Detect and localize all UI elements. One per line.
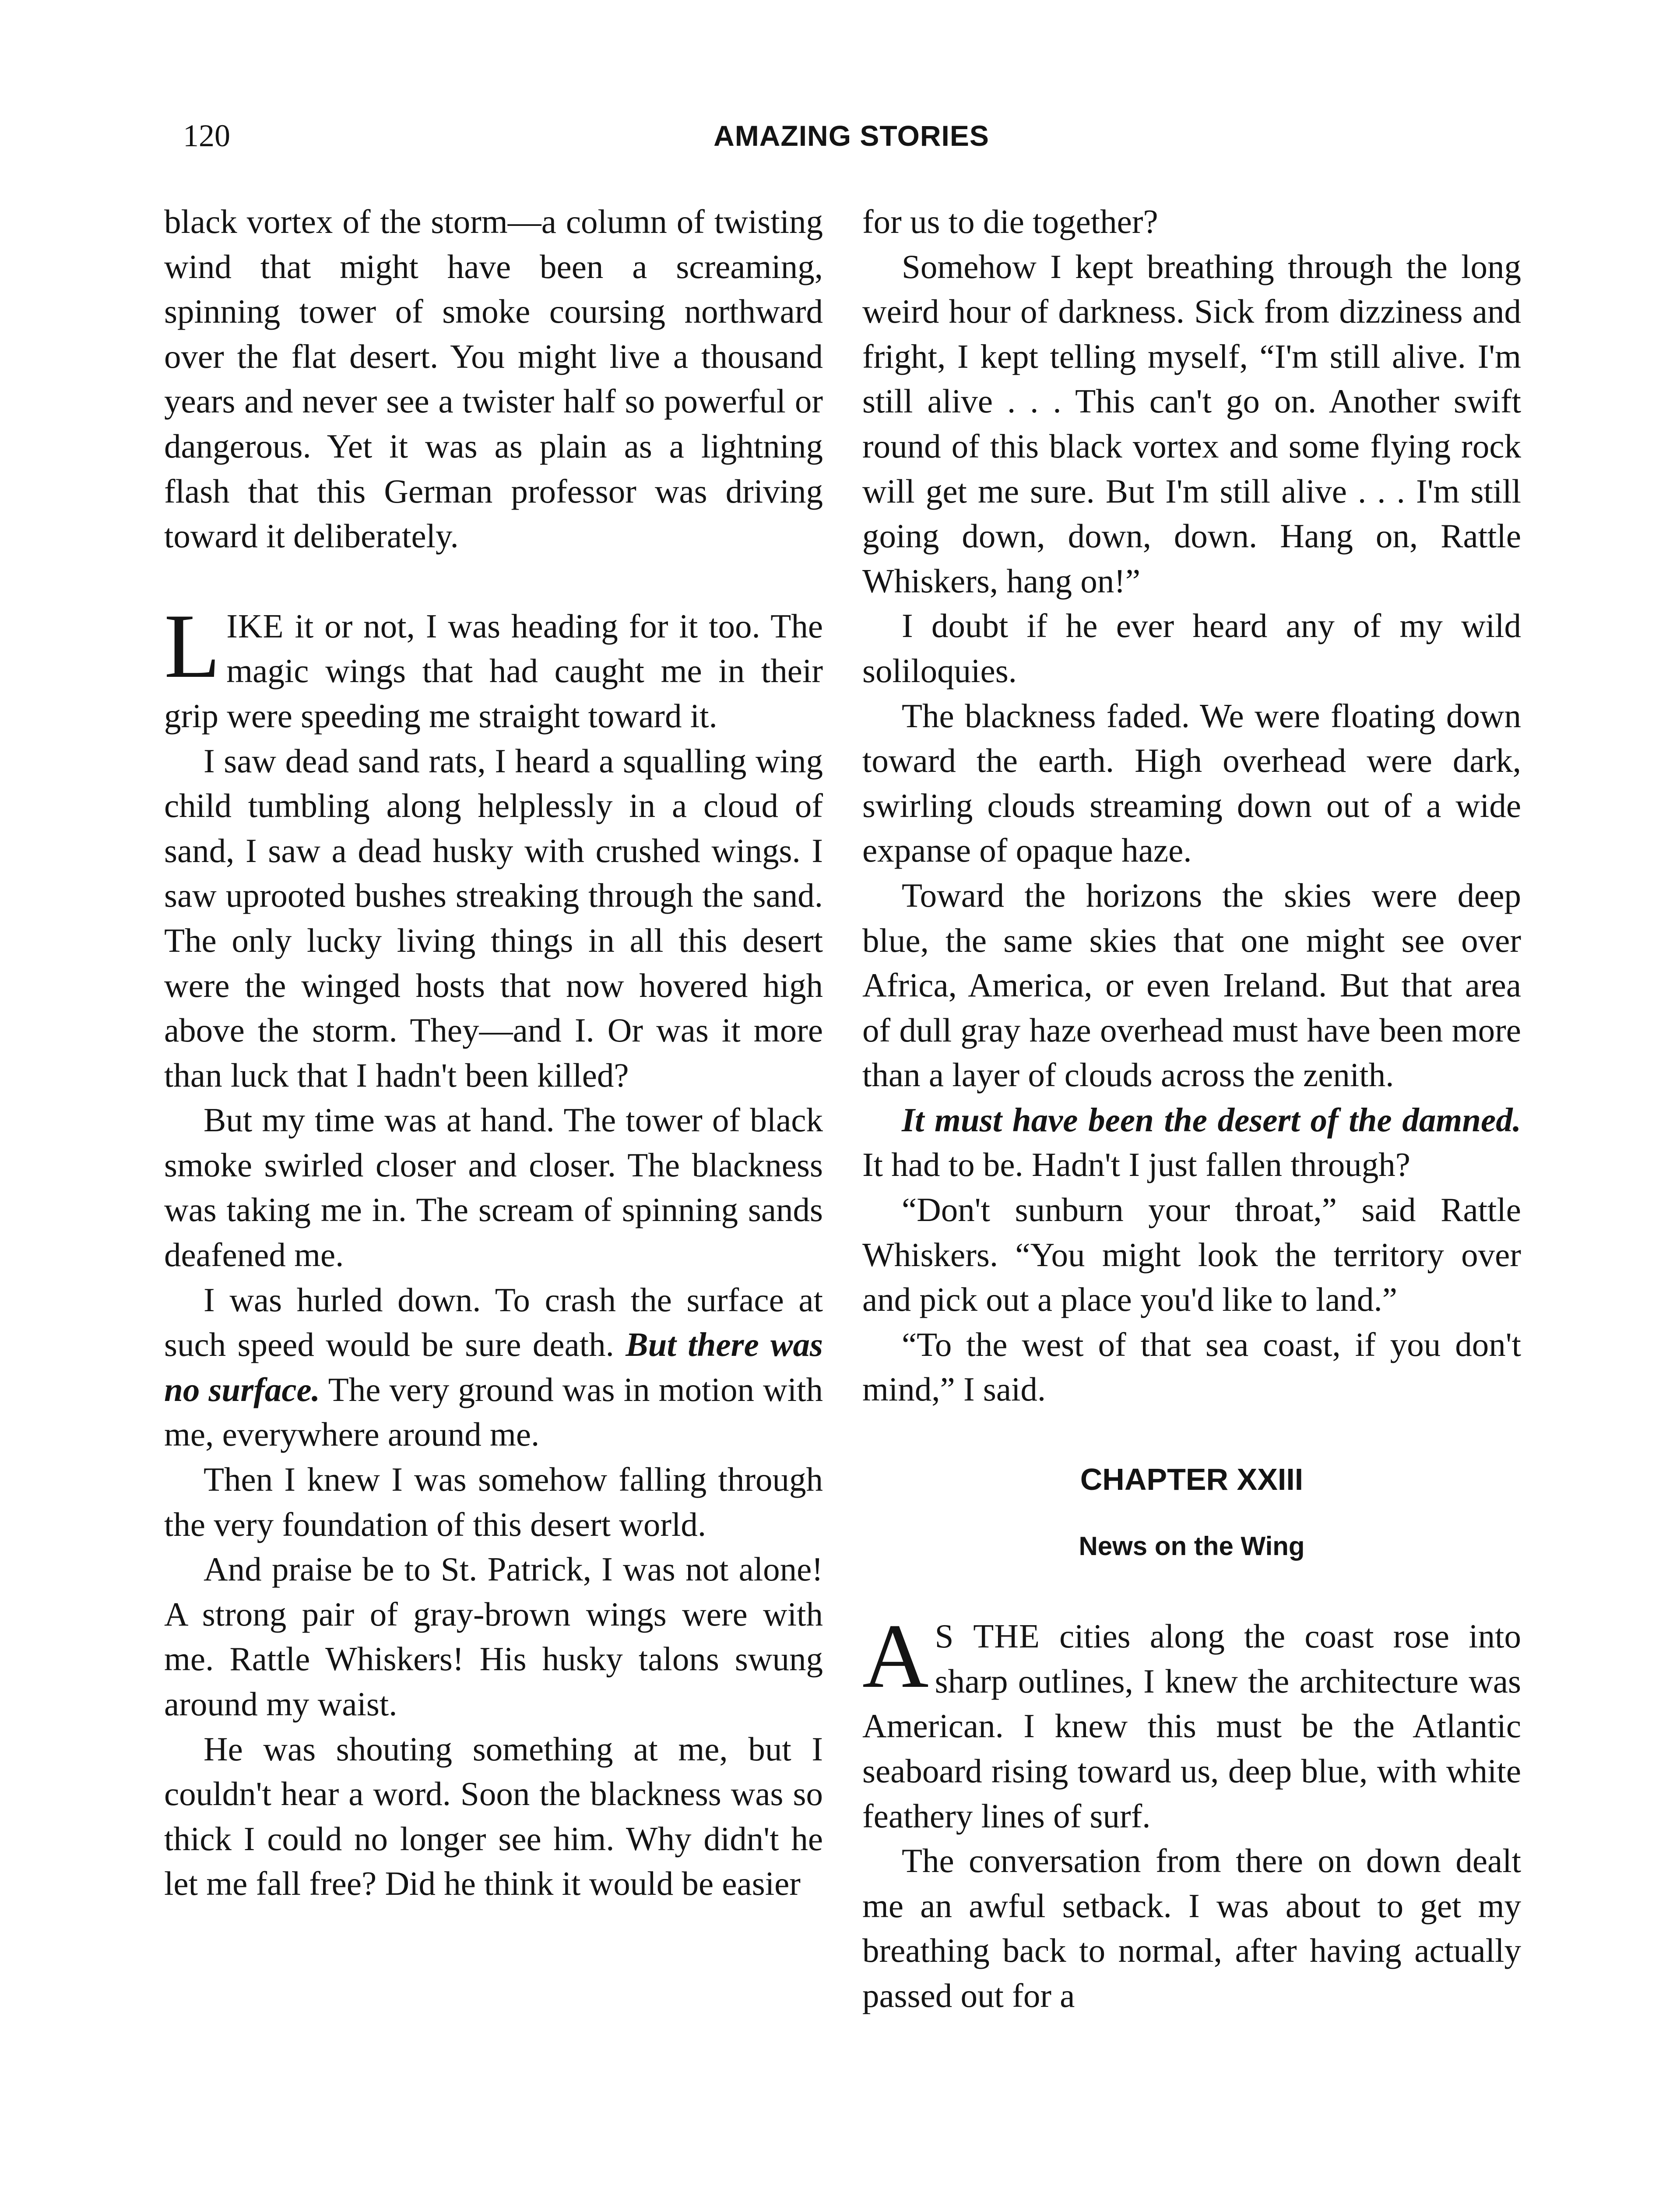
left-column — [164, 199, 823, 1906]
paragraph: for us to die together? — [862, 203, 1158, 240]
paragraph — [164, 1278, 823, 1457]
paragraph-text: cities along the coast rose into sharp outlines, I knew the architecture was American. I knew this must be the Atlantic seaboard rising toward us, deep blue, with white feathery lines of surf. — [862, 1617, 1521, 1835]
italic-text: It must have been the desert of the damned. — [902, 1101, 1521, 1139]
running-head: AMAZING STORIES — [713, 120, 989, 152]
page-number: 120 — [183, 118, 230, 153]
paragraph — [862, 1098, 1521, 1187]
paragraph-dropcap — [862, 1605, 1521, 1838]
paragraph: But my time was at hand. The tower of black smoke swirled closer and closer. The blackness was taking me in. The scream of spinning sands deafened me. — [164, 1101, 823, 1274]
page-header — [162, 109, 1541, 162]
paragraph: black vortex of the storm—a column of twisting wind that might have been a screaming, spinning tower of smoke coursing northward over the flat desert. You might live a thousand years and never see a twister half so powerful or dangerous. Yet it was as plain as a lightning flash that this German professor was driving toward it deliberately. — [164, 203, 823, 555]
small-caps-lead: S THE — [935, 1617, 1040, 1655]
chapter-title: CHAPTER XXIII — [1080, 1462, 1304, 1497]
paragraph: “To the west of that sea coast, if you don't mind,” I said. — [862, 1325, 1521, 1408]
small-caps-lead: IKE — [226, 607, 284, 645]
paragraph-text: The very ground was in motion with me, everywhere around me. — [164, 1370, 823, 1453]
paragraph-text: I was hurled down. To crash the surface at such speed would be sure death. — [164, 1281, 823, 1364]
drop-cap: A — [862, 1605, 929, 1707]
paragraph: Somehow I kept breathing through the long weird hour of darkness. Sick from dizziness and fright, I kept telling myself, “I'm still alive. I'm still alive . . . This can't go on. Another swift round of this black vortex and some flying rock will get me sure. But I'm still alive . . . I'm still going down, down, down. Hang on, Rattle Whiskers, hang on!” — [862, 247, 1521, 600]
drop-cap: L — [164, 595, 221, 697]
paragraph: Toward the horizons the skies were deep blue, the same skies that one might see over Africa, America, or even Ireland. But that area of dull gray haze overhead must have been more than a layer of clouds across the zenith. — [862, 876, 1521, 1094]
paragraph: “Don't sunburn your throat,” said Rattle Whiskers. “You might look the territory over and pick out a place you'd like to land.” — [862, 1191, 1521, 1319]
chapter-subtitle: News on the Wing — [1079, 1531, 1305, 1561]
paragraph-dropcap — [164, 595, 823, 739]
paragraph: The conversation from there on down dealt me an awful setback. I was about to get my breathing back to normal, after having actually passed out for a — [862, 1842, 1521, 2014]
paragraph: And praise be to St. Patrick, I was not alone! A strong pair of gray-brown wings were with me. Rattle Whiskers! His husky talons swung around my waist. — [164, 1550, 823, 1723]
paragraph: He was shouting something at me, but I couldn't hear a word. Soon the blackness was so thick I could no longer see him. Why didn't he let me fall free? Did he think it would be easier — [164, 1730, 823, 1903]
paragraph-text: it or not, I was heading for it too. The magic wings that had caught me in their grip were speeding me straight toward it. — [164, 607, 823, 735]
paragraph-text: It had to be. Hadn't I just fallen through? — [862, 1146, 1410, 1184]
italic-text: But there was no surface. — [164, 1326, 823, 1408]
paragraph: The blackness faded. We were floating down toward the earth. High overhead were dark, swirling clouds streaming down out of a wide expanse of opaque haze. — [862, 697, 1521, 869]
paragraph: I doubt if he ever heard any of my wild soliloquies. — [862, 607, 1521, 690]
right-column — [862, 199, 1521, 2018]
paragraph: I saw dead sand rats, I heard a squalling wing child tumbling along helplessly in a cloud of sand, I saw a dead husky with crushed wings. I saw uprooted bushes streaking through the sand. The only lucky living things in all this desert were the winged hosts that now hovered high above the storm. They—and I. Or was it more than luck that I hadn't been killed? — [164, 742, 823, 1094]
paragraph: Then I knew I was somehow falling through the very foundation of this desert world. — [164, 1461, 823, 1543]
